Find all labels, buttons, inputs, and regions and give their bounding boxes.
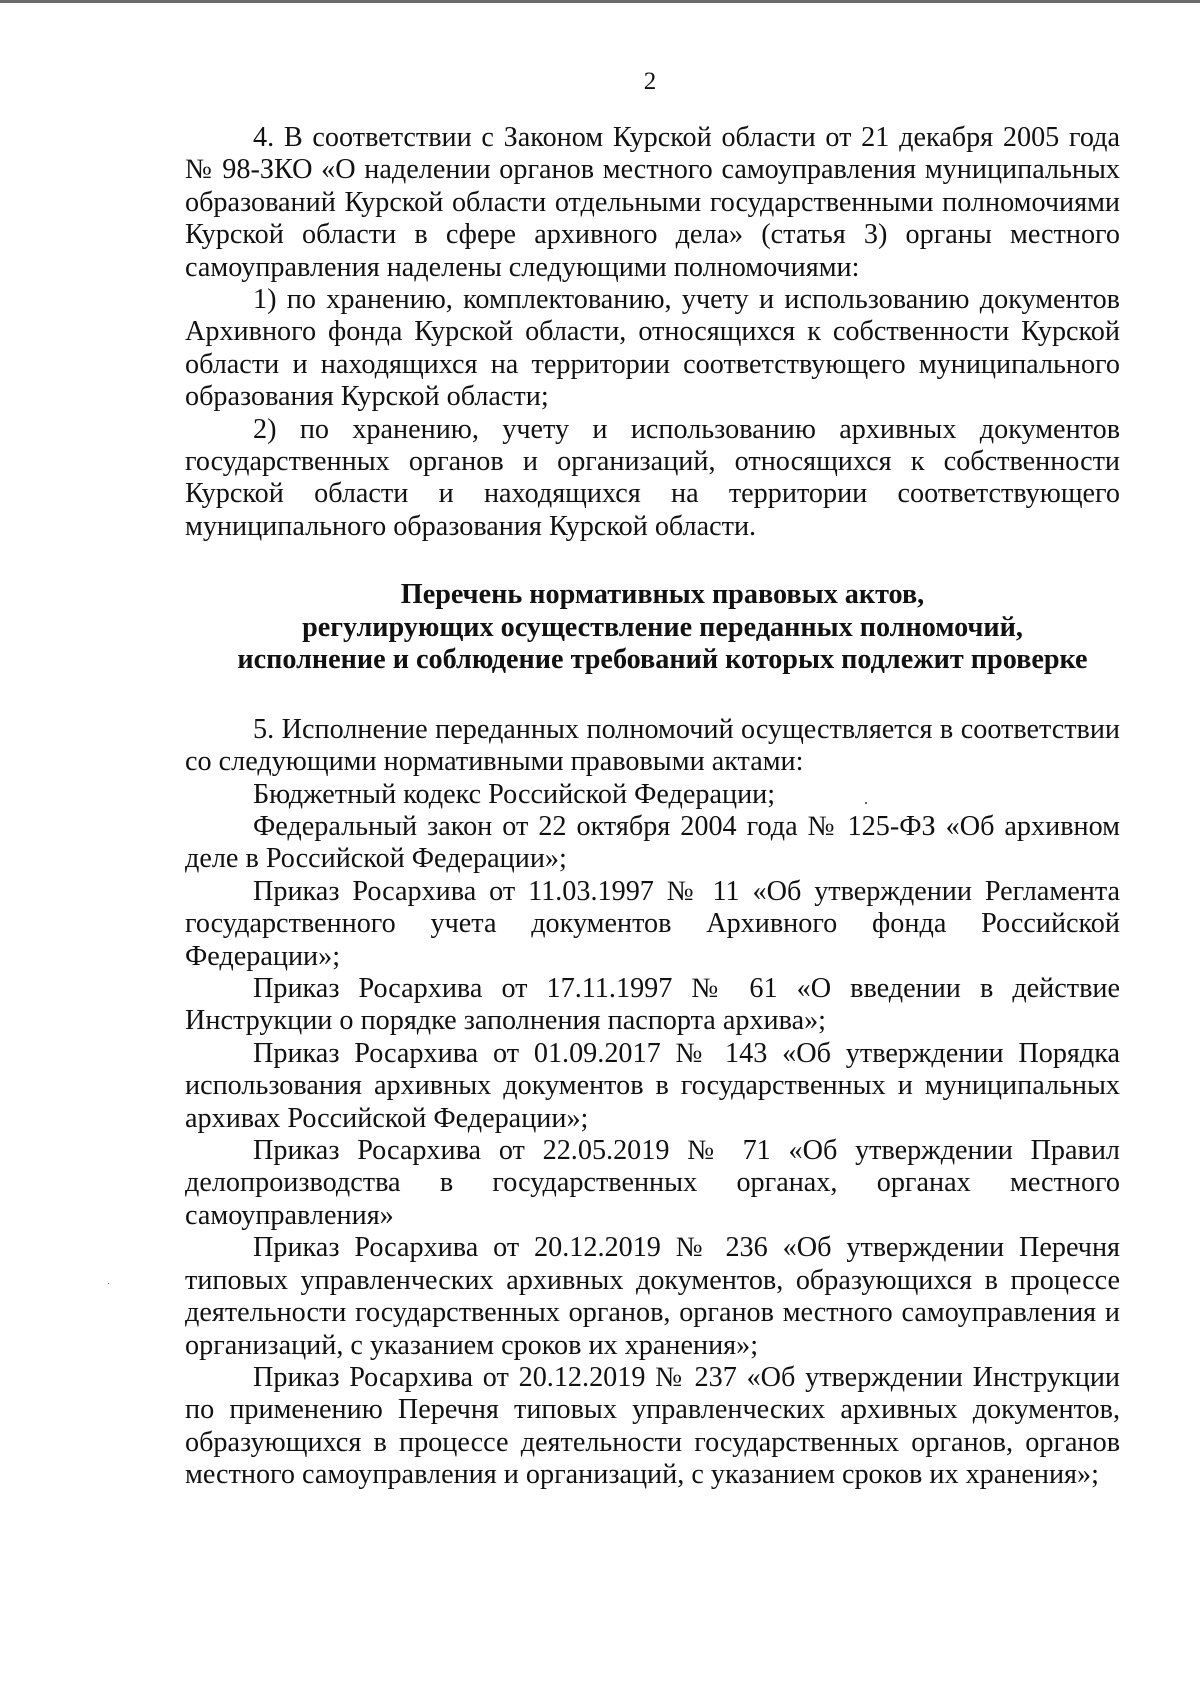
section-heading bbox=[185, 579, 1120, 677]
heading-line-3: исполнение и соблюдение требований которых подлежит проверке bbox=[237, 644, 1088, 676]
page-number: 2 bbox=[643, 68, 657, 95]
act-order-11: Приказ Росархива от 11.03.1997 № 11 «Об утверждении Регламента государственного учета документов Архивного фонда Российской Федерации»; bbox=[185, 875, 1120, 972]
act-budget-code: Бюджетный кодекс Российской Федерации; bbox=[253, 778, 776, 810]
act-order-237: Приказ Росархива от 20.12.2019 № 237 «Об утверждении Инструкции по применению Перечня типовых управленческих архивных документов, образующихся в процессе деятельности государственных органов, органов местного самоуправления и организаций, с указанием сроков их хранения»; bbox=[185, 1361, 1120, 1491]
scan-speck bbox=[865, 802, 867, 804]
act-federal-law-125: Федеральный закон от 22 октября 2004 года № 125-ФЗ «Об архивном деле в Российской Федерации»; bbox=[185, 811, 1120, 875]
heading-line-2: регулирующих осуществление переданных полномочий, bbox=[302, 611, 1023, 643]
paragraph-4: 4. В соответствии с Законом Курской области от 21 декабря 2005 года № 98-ЗКО «О наделении органов местного самоуправления муниципальных образований Курской области отдельными государственными полномочиями Курской области в сфере архивного дела» (статья 3) органы местного самоуправления наделены следующими полномочиями: bbox=[185, 122, 1120, 283]
list-item-2: 2) по хранению, учету и использованию архивных документов государственных органов и организаций, относящихся к собственности Курской области и находящихся на территории соответствующего муниципального образования Курской области. bbox=[185, 413, 1120, 542]
act-order-61: Приказ Росархива от 17.11.1997 № 61 «О введении в действие Инструкции о порядке заполнения паспорта архива»; bbox=[185, 973, 1120, 1037]
paragraph-5: 5. Исполнение переданных полномочий осуществляется в соответствии со следующими нормативными правовыми актами: bbox=[185, 713, 1120, 778]
act-order-143: Приказ Росархива от 01.09.2017 № 143 «Об утверждении Порядка использования архивных документов в государственных и муниципальных архивах Российской Федерации»; bbox=[185, 1037, 1120, 1134]
document-body bbox=[185, 122, 1120, 1492]
scan-speck bbox=[108, 1283, 109, 1284]
act-order-236: Приказ Росархива от 20.12.2019 № 236 «Об утверждении Перечня типовых управленческих архивных документов, образующихся в процессе деятельности государственных органов, органов местного самоуправления и организаций, с указанием сроков их хранения»; bbox=[185, 1232, 1120, 1361]
act-order-71: Приказ Росархива от 22.05.2019 № 71 «Об утверждении Правил делопроизводства в государственных органах, органах местного самоуправления» bbox=[185, 1135, 1120, 1231]
heading-line-1: Перечень нормативных правовых актов, bbox=[400, 579, 925, 611]
list-item-1: 1) по хранению, комплектованию, учету и использованию документов Архивного фонда Курской области, относящихся к собственности Курской области и находящихся на территории соответствующего муниципального образования Курской области; bbox=[185, 284, 1120, 413]
scan-top-edge bbox=[0, 0, 1200, 3]
